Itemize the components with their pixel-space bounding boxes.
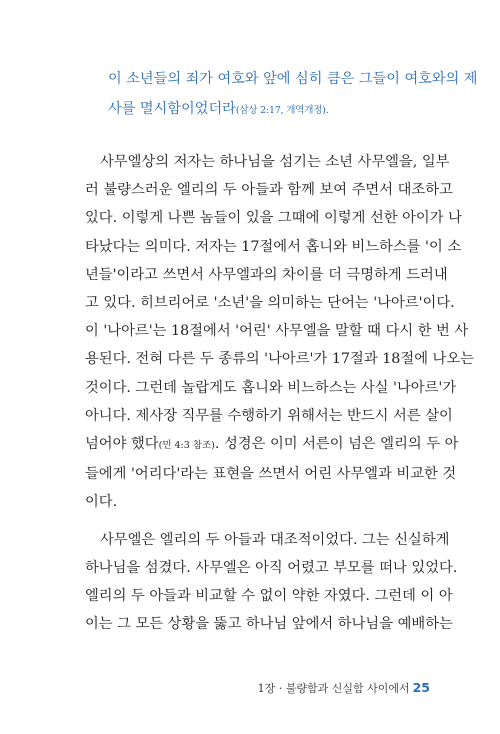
text-line: 이 '나아르'는 18절에서 '어린' 사무엘을 말할 때 다시 한 번 사 <box>85 323 469 340</box>
text-line: 이는 그 모든 상황을 뚫고 하나님 앞에서 하나님을 예배하는 <box>85 616 453 633</box>
text-line: 고 있다. 히브리어로 '소년'을 의미하는 단어는 '나아르'이다. <box>85 295 455 312</box>
paragraph-2 <box>85 526 458 639</box>
text-line: 들에게 '어리다'라는 표현을 쓰면서 어린 사무엘과 비교한 것 <box>85 466 457 483</box>
body-text <box>85 148 474 638</box>
scripture-quote <box>108 64 478 126</box>
text-line: 사무엘상의 저자는 하나님을 섬기는 소년 사무엘을, 일부 <box>100 154 450 170</box>
quote-line-2 <box>108 94 438 126</box>
text-line: 사무엘은 엘리의 두 아들과 대조적이었다. 그는 신실하게 <box>100 531 450 548</box>
text-line: 년들'이라고 쓰면서 사무엘과의 차이를 더 극명하게 드러내 <box>85 266 448 283</box>
quote-line-1: 이 소년들의 죄가 여호와 앞에 심히 큼은 그들이 여호와의 제 <box>108 71 478 87</box>
text-line: 이다. <box>85 494 118 511</box>
page-number: 25 <box>412 680 430 695</box>
line-text-after: . 성경은 이미 서른이 넘은 엘리의 두 아 <box>214 436 459 453</box>
text-line <box>85 430 459 460</box>
running-chapter-title: 1장 · 불량함과 신실함 사이에서 <box>257 682 410 695</box>
quote-reference: (삼상 2:17, 개역개정). <box>235 105 329 116</box>
text-line: 타났다는 의미다. 저자는 17절에서 홉니와 비느하스를 '이 소 <box>85 238 462 255</box>
text-line: 것이다. 그런데 놀랍게도 홉니와 비느하스는 사실 '나아르'가 <box>85 379 457 396</box>
text-line: 하나님을 섬겼다. 사무엘은 아직 어렸고 부모를 떠나 있었다. <box>85 559 458 576</box>
text-line: 엘리의 두 아들과 비교할 수 없이 약한 자였다. 그런데 이 아 <box>85 588 453 605</box>
line-text-before: 넘어야 했다 <box>85 436 159 453</box>
text-line: 러 불량스러운 엘리의 두 아들과 함께 보여 주면서 대조하고 <box>85 182 453 199</box>
paragraph-1 <box>85 148 474 517</box>
text-line: 용된다. 전혀 다른 두 종류의 '나아르'가 17절과 18절에 나오는 <box>85 351 474 368</box>
page-footer <box>258 680 430 696</box>
text-line: 있다. 이렇게 나쁜 놈들이 있을 그때에 이렇게 선한 아이가 나 <box>85 210 462 227</box>
bible-reference: (민 4:3 참조) <box>158 440 215 452</box>
text-line: 아니다. 제사장 직무를 수행하기 위해서는 반드시 서른 살이 <box>85 407 453 424</box>
quote-line-2-text: 사를 멸시함이었더라 <box>108 101 236 117</box>
